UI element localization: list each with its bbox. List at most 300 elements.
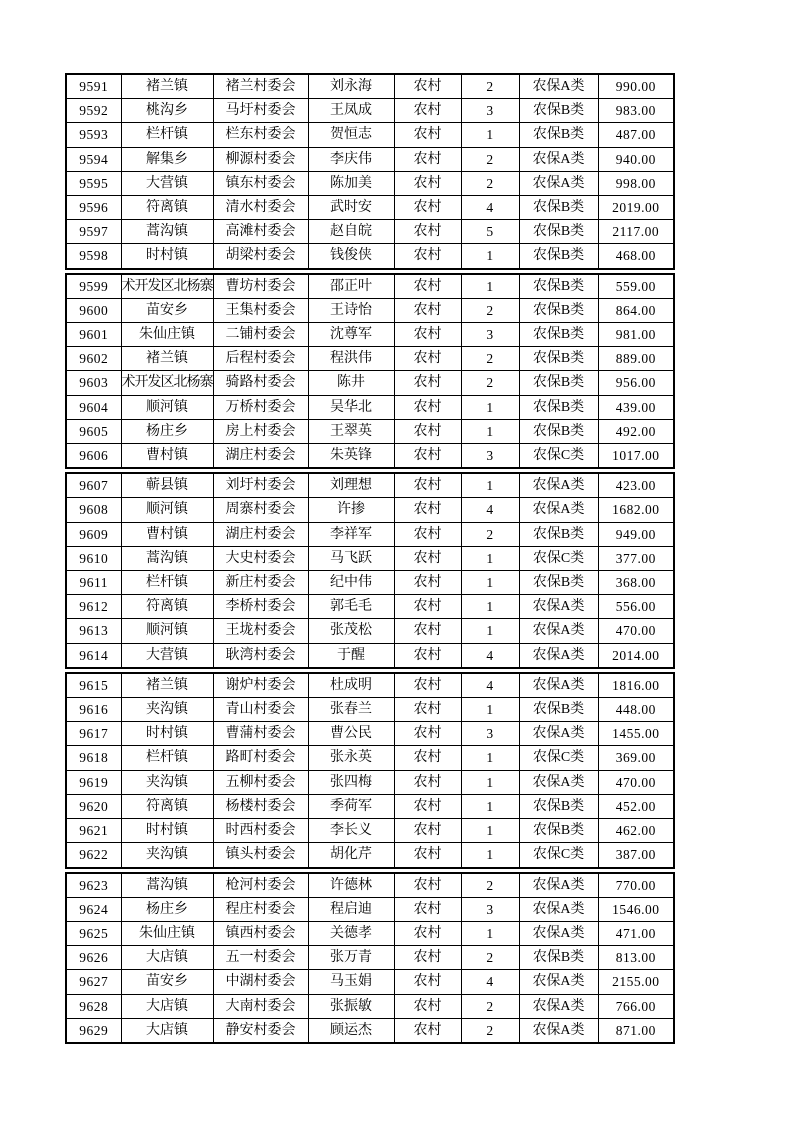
amount-cell: 940.00 (598, 147, 674, 171)
participant-count-cell: 2 (461, 147, 519, 171)
participant-count-cell: 1 (461, 819, 519, 843)
participant-count-cell: 1 (461, 619, 519, 643)
record-id-cell: 9599 (66, 274, 121, 299)
record-id-cell: 9626 (66, 946, 121, 970)
insurance-category-cell: 农保B类 (519, 371, 598, 395)
amount-cell: 492.00 (598, 419, 674, 443)
table-row (66, 498, 674, 522)
town-cell: 大营镇 (121, 171, 213, 195)
record-id-cell: 9598 (66, 244, 121, 269)
record-id-cell: 9600 (66, 298, 121, 322)
residence-type-cell: 农村 (394, 99, 461, 123)
amount-cell: 2117.00 (598, 220, 674, 244)
town-cell: 术开发区北杨寨 (121, 371, 213, 395)
record-id-cell: 9592 (66, 99, 121, 123)
amount-cell: 766.00 (598, 994, 674, 1018)
table-row (66, 722, 674, 746)
insurance-category-cell: 农保C类 (519, 843, 598, 868)
town-cell: 桃沟乡 (121, 99, 213, 123)
town-cell: 顺河镇 (121, 498, 213, 522)
insurance-category-cell: 农保A类 (519, 473, 598, 498)
village-committee-cell: 李桥村委会 (213, 595, 308, 619)
insurance-category-cell: 农保A类 (519, 643, 598, 668)
town-cell: 大店镇 (121, 1018, 213, 1043)
record-id-cell: 9605 (66, 419, 121, 443)
record-id-cell: 9619 (66, 770, 121, 794)
amount-cell: 387.00 (598, 843, 674, 868)
village-committee-cell: 万桥村委会 (213, 395, 308, 419)
person-name-cell: 王诗怡 (308, 298, 394, 322)
residence-type-cell: 农村 (394, 147, 461, 171)
record-id-cell: 9616 (66, 698, 121, 722)
table-row (66, 571, 674, 595)
town-cell: 曹村镇 (121, 522, 213, 546)
insurance-category-cell: 农保C类 (519, 746, 598, 770)
insurance-category-cell: 农保B类 (519, 99, 598, 123)
town-cell: 栏杆镇 (121, 571, 213, 595)
participant-count-cell: 2 (461, 171, 519, 195)
amount-cell: 423.00 (598, 473, 674, 498)
benefit-record-table (65, 73, 673, 1047)
insurance-category-cell: 农保A类 (519, 1018, 598, 1043)
person-name-cell: 许掺 (308, 498, 394, 522)
insurance-category-cell: 农保B类 (519, 123, 598, 147)
record-id-cell: 9596 (66, 196, 121, 220)
insurance-category-cell: 农保B类 (519, 946, 598, 970)
record-id-cell: 9609 (66, 522, 121, 546)
town-cell: 朱仙庄镇 (121, 921, 213, 945)
participant-count-cell: 2 (461, 1018, 519, 1043)
record-id-cell: 9614 (66, 643, 121, 668)
participant-count-cell: 2 (461, 298, 519, 322)
table-row (66, 444, 674, 469)
table-block-1 (65, 73, 675, 270)
participant-count-cell: 3 (461, 722, 519, 746)
town-cell: 大店镇 (121, 946, 213, 970)
village-committee-cell: 镇东村委会 (213, 171, 308, 195)
person-name-cell: 顾运杰 (308, 1018, 394, 1043)
village-committee-cell: 后程村委会 (213, 347, 308, 371)
amount-cell: 452.00 (598, 794, 674, 818)
table-row (66, 946, 674, 970)
participant-count-cell: 2 (461, 946, 519, 970)
participant-count-cell: 3 (461, 99, 519, 123)
person-name-cell: 李祥军 (308, 522, 394, 546)
amount-cell: 369.00 (598, 746, 674, 770)
residence-type-cell: 农村 (394, 794, 461, 818)
amount-cell: 770.00 (598, 873, 674, 898)
insurance-category-cell: 农保A类 (519, 921, 598, 945)
person-name-cell: 朱英锋 (308, 444, 394, 469)
table-row (66, 643, 674, 668)
table-row (66, 244, 674, 269)
amount-cell: 559.00 (598, 274, 674, 299)
insurance-category-cell: 农保B类 (519, 419, 598, 443)
insurance-category-cell: 农保B类 (519, 347, 598, 371)
person-name-cell: 武时安 (308, 196, 394, 220)
table-row (66, 123, 674, 147)
insurance-category-cell: 农保B类 (519, 196, 598, 220)
insurance-category-cell: 农保A类 (519, 619, 598, 643)
residence-type-cell: 农村 (394, 595, 461, 619)
amount-cell: 2014.00 (598, 643, 674, 668)
table-row (66, 323, 674, 347)
person-name-cell: 程洪伟 (308, 347, 394, 371)
amount-cell: 956.00 (598, 371, 674, 395)
person-name-cell: 刘永海 (308, 74, 394, 99)
table-block-4 (65, 672, 675, 869)
table-row (66, 74, 674, 99)
insurance-category-cell: 农保A类 (519, 74, 598, 99)
amount-cell: 2019.00 (598, 196, 674, 220)
participant-count-cell: 3 (461, 323, 519, 347)
village-committee-cell: 耿湾村委会 (213, 643, 308, 668)
amount-cell: 864.00 (598, 298, 674, 322)
person-name-cell: 马玉娟 (308, 970, 394, 994)
participant-count-cell: 1 (461, 571, 519, 595)
record-id-cell: 9620 (66, 794, 121, 818)
person-name-cell: 贺恒志 (308, 123, 394, 147)
residence-type-cell: 农村 (394, 371, 461, 395)
residence-type-cell: 农村 (394, 546, 461, 570)
residence-type-cell: 农村 (394, 770, 461, 794)
residence-type-cell: 农村 (394, 921, 461, 945)
participant-count-cell: 1 (461, 746, 519, 770)
table-row (66, 746, 674, 770)
participant-count-cell: 4 (461, 970, 519, 994)
person-name-cell: 关德孝 (308, 921, 394, 945)
table-row (66, 698, 674, 722)
table-row (66, 99, 674, 123)
participant-count-cell: 2 (461, 74, 519, 99)
town-cell: 蒿沟镇 (121, 546, 213, 570)
participant-count-cell: 4 (461, 196, 519, 220)
residence-type-cell: 农村 (394, 298, 461, 322)
town-cell: 杨庄乡 (121, 419, 213, 443)
table-row (66, 673, 674, 698)
residence-type-cell: 农村 (394, 746, 461, 770)
village-committee-cell: 高滩村委会 (213, 220, 308, 244)
insurance-category-cell: 农保A类 (519, 498, 598, 522)
person-name-cell: 李庆伟 (308, 147, 394, 171)
table-row (66, 147, 674, 171)
amount-cell: 983.00 (598, 99, 674, 123)
amount-cell: 871.00 (598, 1018, 674, 1043)
town-cell: 时村镇 (121, 244, 213, 269)
residence-type-cell: 农村 (394, 643, 461, 668)
person-name-cell: 胡化芹 (308, 843, 394, 868)
person-name-cell: 张四梅 (308, 770, 394, 794)
town-cell: 时村镇 (121, 722, 213, 746)
person-name-cell: 吴华北 (308, 395, 394, 419)
person-name-cell: 陈加美 (308, 171, 394, 195)
town-cell: 苗安乡 (121, 970, 213, 994)
participant-count-cell: 1 (461, 595, 519, 619)
participant-count-cell: 1 (461, 843, 519, 868)
village-committee-cell: 大南村委会 (213, 994, 308, 1018)
record-id-cell: 9613 (66, 619, 121, 643)
insurance-category-cell: 农保C类 (519, 444, 598, 469)
person-name-cell: 许德林 (308, 873, 394, 898)
table-row (66, 770, 674, 794)
record-id-cell: 9607 (66, 473, 121, 498)
person-name-cell: 赵自皖 (308, 220, 394, 244)
person-name-cell: 纪中伟 (308, 571, 394, 595)
amount-cell: 368.00 (598, 571, 674, 595)
person-name-cell: 张茂松 (308, 619, 394, 643)
record-id-cell: 9618 (66, 746, 121, 770)
amount-cell: 1816.00 (598, 673, 674, 698)
village-committee-cell: 二铺村委会 (213, 323, 308, 347)
table-row (66, 171, 674, 195)
person-name-cell: 钱俊侠 (308, 244, 394, 269)
table-row (66, 873, 674, 898)
village-committee-cell: 时西村委会 (213, 819, 308, 843)
insurance-category-cell: 农保A类 (519, 994, 598, 1018)
residence-type-cell: 农村 (394, 419, 461, 443)
town-cell: 褚兰镇 (121, 347, 213, 371)
participant-count-cell: 3 (461, 444, 519, 469)
amount-cell: 813.00 (598, 946, 674, 970)
town-cell: 夹沟镇 (121, 843, 213, 868)
town-cell: 符离镇 (121, 196, 213, 220)
residence-type-cell: 农村 (394, 274, 461, 299)
table-row (66, 473, 674, 498)
participant-count-cell: 2 (461, 994, 519, 1018)
residence-type-cell: 农村 (394, 843, 461, 868)
participant-count-cell: 2 (461, 371, 519, 395)
town-cell: 蒿沟镇 (121, 873, 213, 898)
town-cell: 褚兰镇 (121, 74, 213, 99)
participant-count-cell: 1 (461, 123, 519, 147)
person-name-cell: 程启迪 (308, 897, 394, 921)
town-cell: 蒿沟镇 (121, 220, 213, 244)
village-committee-cell: 新庄村委会 (213, 571, 308, 595)
participant-count-cell: 1 (461, 921, 519, 945)
residence-type-cell: 农村 (394, 571, 461, 595)
town-cell: 大店镇 (121, 994, 213, 1018)
amount-cell: 377.00 (598, 546, 674, 570)
table-row (66, 843, 674, 868)
person-name-cell: 邵正叶 (308, 274, 394, 299)
record-id-cell: 9615 (66, 673, 121, 698)
record-id-cell: 9623 (66, 873, 121, 898)
amount-cell: 949.00 (598, 522, 674, 546)
village-committee-cell: 湖庄村委会 (213, 522, 308, 546)
amount-cell: 470.00 (598, 619, 674, 643)
table-row (66, 220, 674, 244)
village-committee-cell: 谢炉村委会 (213, 673, 308, 698)
table-block-2 (65, 273, 675, 470)
insurance-category-cell: 农保A类 (519, 171, 598, 195)
amount-cell: 889.00 (598, 347, 674, 371)
record-id-cell: 9606 (66, 444, 121, 469)
town-cell: 蕲县镇 (121, 473, 213, 498)
insurance-category-cell: 农保B类 (519, 274, 598, 299)
amount-cell: 468.00 (598, 244, 674, 269)
village-committee-cell: 栏东村委会 (213, 123, 308, 147)
town-cell: 褚兰镇 (121, 673, 213, 698)
participant-count-cell: 1 (461, 473, 519, 498)
town-cell: 术开发区北杨寨 (121, 274, 213, 299)
table-row (66, 819, 674, 843)
village-committee-cell: 湖庄村委会 (213, 444, 308, 469)
person-name-cell: 王凤成 (308, 99, 394, 123)
person-name-cell: 刘理想 (308, 473, 394, 498)
village-committee-cell: 杨楼村委会 (213, 794, 308, 818)
town-cell: 栏杆镇 (121, 123, 213, 147)
person-name-cell: 李长义 (308, 819, 394, 843)
amount-cell: 470.00 (598, 770, 674, 794)
table-row (66, 897, 674, 921)
residence-type-cell: 农村 (394, 1018, 461, 1043)
insurance-category-cell: 农保B类 (519, 323, 598, 347)
record-id-cell: 9622 (66, 843, 121, 868)
village-committee-cell: 中湖村委会 (213, 970, 308, 994)
town-cell: 时村镇 (121, 819, 213, 843)
record-id-cell: 9625 (66, 921, 121, 945)
participant-count-cell: 1 (461, 546, 519, 570)
village-committee-cell: 胡梁村委会 (213, 244, 308, 269)
town-cell: 苗安乡 (121, 298, 213, 322)
residence-type-cell: 农村 (394, 395, 461, 419)
village-committee-cell: 静安村委会 (213, 1018, 308, 1043)
residence-type-cell: 农村 (394, 444, 461, 469)
person-name-cell: 于醒 (308, 643, 394, 668)
village-committee-cell: 镇西村委会 (213, 921, 308, 945)
village-committee-cell: 五柳村委会 (213, 770, 308, 794)
table-row (66, 274, 674, 299)
participant-count-cell: 2 (461, 873, 519, 898)
table-row (66, 298, 674, 322)
person-name-cell: 杜成明 (308, 673, 394, 698)
table-row (66, 994, 674, 1018)
table-row (66, 371, 674, 395)
amount-cell: 1682.00 (598, 498, 674, 522)
amount-cell: 448.00 (598, 698, 674, 722)
person-name-cell: 陈井 (308, 371, 394, 395)
village-committee-cell: 曹坊村委会 (213, 274, 308, 299)
insurance-category-cell: 农保B类 (519, 571, 598, 595)
insurance-category-cell: 农保B类 (519, 220, 598, 244)
village-committee-cell: 枪河村委会 (213, 873, 308, 898)
residence-type-cell: 农村 (394, 473, 461, 498)
record-id-cell: 9608 (66, 498, 121, 522)
record-id-cell: 9611 (66, 571, 121, 595)
residence-type-cell: 农村 (394, 323, 461, 347)
participant-count-cell: 2 (461, 347, 519, 371)
amount-cell: 2155.00 (598, 970, 674, 994)
table-row (66, 921, 674, 945)
insurance-category-cell: 农保B类 (519, 698, 598, 722)
insurance-category-cell: 农保A类 (519, 673, 598, 698)
insurance-category-cell: 农保A类 (519, 873, 598, 898)
record-id-cell: 9593 (66, 123, 121, 147)
amount-cell: 471.00 (598, 921, 674, 945)
amount-cell: 487.00 (598, 123, 674, 147)
village-committee-cell: 程庄村委会 (213, 897, 308, 921)
residence-type-cell: 农村 (394, 220, 461, 244)
table-row (66, 196, 674, 220)
insurance-category-cell: 农保B类 (519, 819, 598, 843)
amount-cell: 990.00 (598, 74, 674, 99)
amount-cell: 998.00 (598, 171, 674, 195)
table-row (66, 595, 674, 619)
person-name-cell: 张振敏 (308, 994, 394, 1018)
residence-type-cell: 农村 (394, 722, 461, 746)
participant-count-cell: 5 (461, 220, 519, 244)
village-committee-cell: 曹蒲村委会 (213, 722, 308, 746)
participant-count-cell: 1 (461, 419, 519, 443)
insurance-category-cell: 农保B类 (519, 395, 598, 419)
residence-type-cell: 农村 (394, 244, 461, 269)
record-id-cell: 9603 (66, 371, 121, 395)
table-row (66, 1018, 674, 1043)
residence-type-cell: 农村 (394, 698, 461, 722)
record-id-cell: 9597 (66, 220, 121, 244)
participant-count-cell: 4 (461, 643, 519, 668)
participant-count-cell: 1 (461, 274, 519, 299)
record-id-cell: 9624 (66, 897, 121, 921)
residence-type-cell: 农村 (394, 347, 461, 371)
residence-type-cell: 农村 (394, 819, 461, 843)
residence-type-cell: 农村 (394, 673, 461, 698)
residence-type-cell: 农村 (394, 123, 461, 147)
participant-count-cell: 4 (461, 673, 519, 698)
record-id-cell: 9621 (66, 819, 121, 843)
record-id-cell: 9628 (66, 994, 121, 1018)
person-name-cell: 张万青 (308, 946, 394, 970)
record-id-cell: 9629 (66, 1018, 121, 1043)
person-name-cell: 张春兰 (308, 698, 394, 722)
table-row (66, 970, 674, 994)
amount-cell: 1546.00 (598, 897, 674, 921)
record-id-cell: 9610 (66, 546, 121, 570)
residence-type-cell: 农村 (394, 994, 461, 1018)
insurance-category-cell: 农保B类 (519, 244, 598, 269)
insurance-category-cell: 农保A类 (519, 970, 598, 994)
amount-cell: 1455.00 (598, 722, 674, 746)
insurance-category-cell: 农保B类 (519, 794, 598, 818)
insurance-category-cell: 农保B类 (519, 298, 598, 322)
table-row (66, 546, 674, 570)
person-name-cell: 曹公民 (308, 722, 394, 746)
table-row (66, 347, 674, 371)
village-committee-cell: 清水村委会 (213, 196, 308, 220)
person-name-cell: 张永英 (308, 746, 394, 770)
table-block-3 (65, 472, 675, 669)
town-cell: 栏杆镇 (121, 746, 213, 770)
town-cell: 符离镇 (121, 794, 213, 818)
record-id-cell: 9601 (66, 323, 121, 347)
participant-count-cell: 1 (461, 698, 519, 722)
town-cell: 朱仙庄镇 (121, 323, 213, 347)
table-row (66, 619, 674, 643)
insurance-category-cell: 农保C类 (519, 546, 598, 570)
village-committee-cell: 骑路村委会 (213, 371, 308, 395)
amount-cell: 981.00 (598, 323, 674, 347)
town-cell: 符离镇 (121, 595, 213, 619)
person-name-cell: 沈尊军 (308, 323, 394, 347)
residence-type-cell: 农村 (394, 873, 461, 898)
village-committee-cell: 刘圩村委会 (213, 473, 308, 498)
village-committee-cell: 镇头村委会 (213, 843, 308, 868)
table-block-5 (65, 872, 675, 1044)
town-cell: 夹沟镇 (121, 698, 213, 722)
insurance-category-cell: 农保A类 (519, 722, 598, 746)
village-committee-cell: 房上村委会 (213, 419, 308, 443)
village-committee-cell: 王集村委会 (213, 298, 308, 322)
